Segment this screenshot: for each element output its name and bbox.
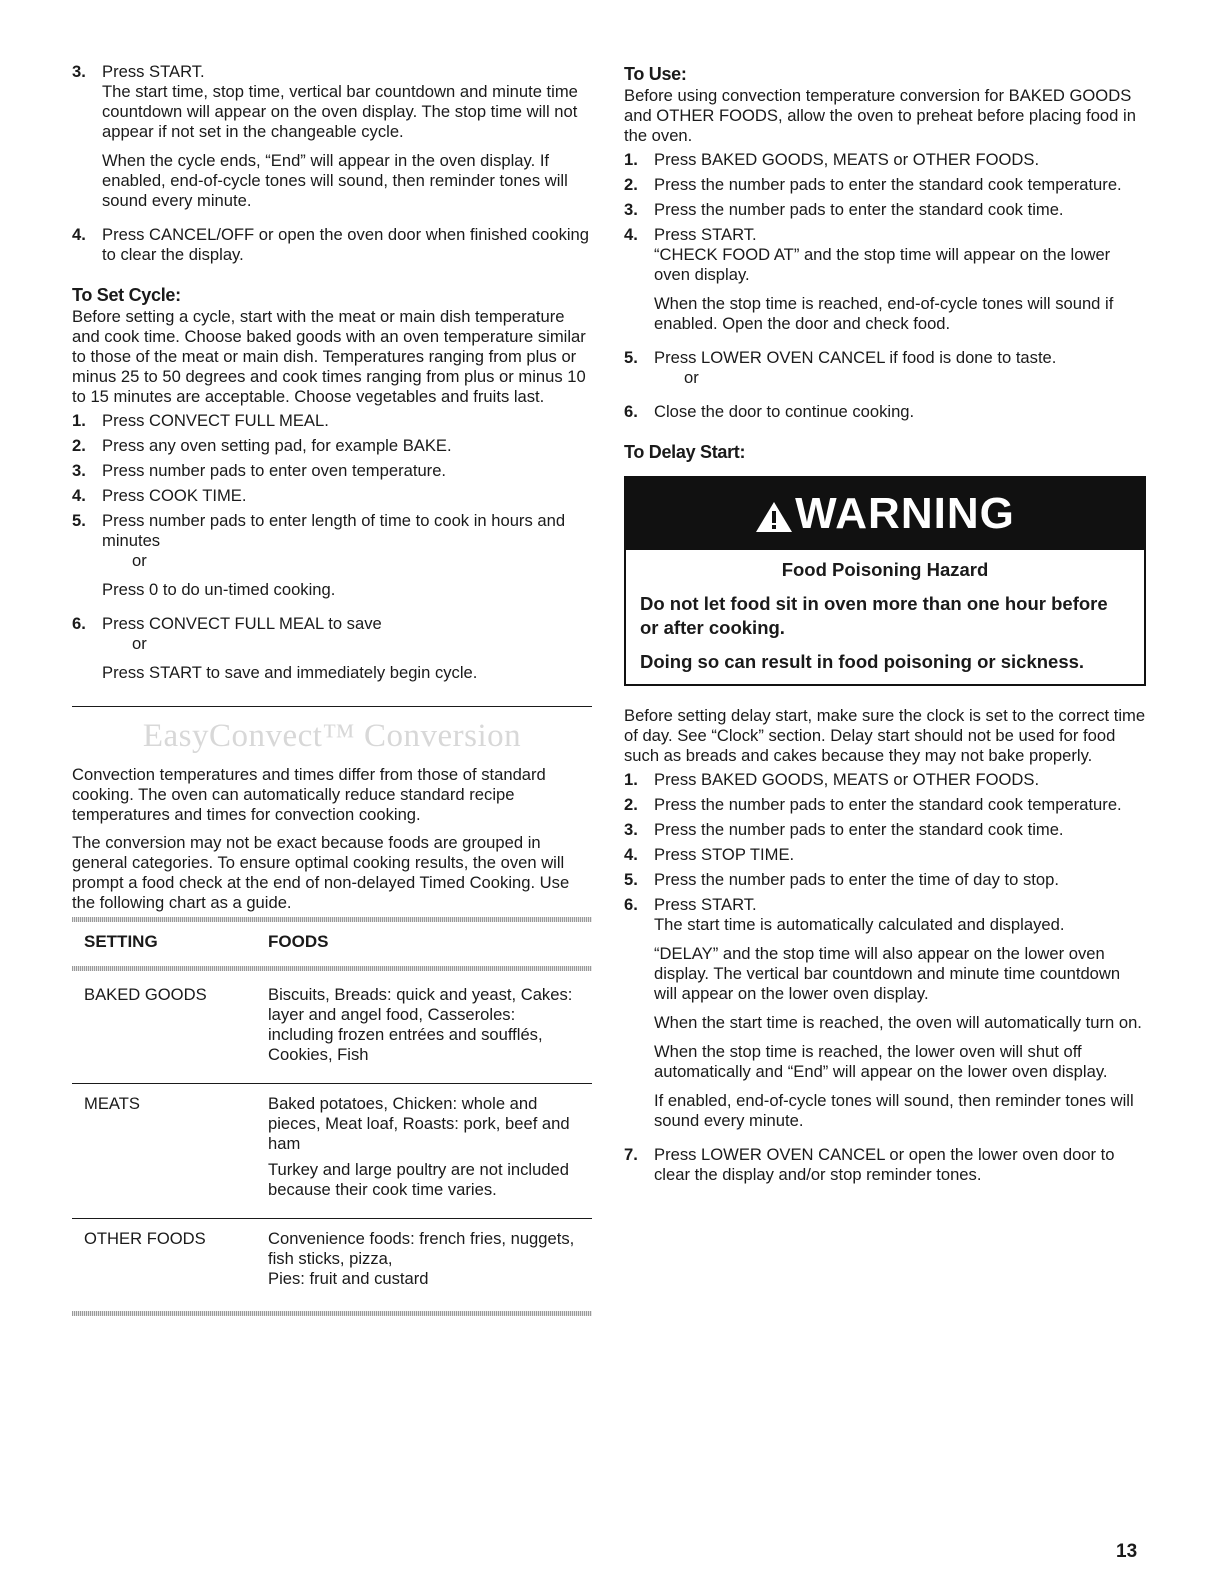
list-item [624, 870, 1146, 890]
warning-box [624, 476, 1146, 686]
step-number: 3. [72, 62, 86, 81]
foods-text: Baked potatoes, Chicken: whole and pieces, Meat loaf, Roasts: pork, beef and ham [268, 1094, 570, 1153]
step-text: Press BAKED GOODS, MEATS or OTHER FOODS. [654, 770, 1040, 789]
step-number: 7. [624, 1145, 638, 1164]
step-text: Press CANCEL/OFF or open the oven door when finished cooking to clear the display. [102, 225, 590, 264]
step-text: Press number pads to enter oven temperature. [102, 461, 447, 480]
list-item [624, 225, 1146, 343]
foods-note: Turkey and large poultry are not included because their cook time varies. [268, 1160, 570, 1199]
step-detail: The start time is automatically calculated and displayed. [654, 915, 1065, 934]
warning-subtitle: Food Poisoning Hazard [781, 559, 989, 580]
step-number: 2. [72, 436, 86, 455]
column-header: FOODS [268, 932, 329, 951]
or-text: or [132, 551, 147, 570]
conversion-table [72, 926, 592, 1307]
table-cell: MEATS [72, 1084, 256, 1219]
paragraph: The conversion may not be exact because foods are grouped in general categories. To ensure optimal cooking results, the oven will prompt a food check at the end of non-delayed Timed Cooking. Use the following chart as a guide. [72, 833, 570, 912]
warning-text: Do not let food sit in oven more than one hour before or after cooking. [640, 593, 1108, 638]
table-cell [256, 975, 592, 1084]
or-text: or [132, 634, 147, 653]
list-item [624, 348, 1146, 397]
list-item [624, 200, 1146, 220]
list-item [624, 770, 1146, 790]
step-text: Press LOWER OVEN CANCEL or open the lower oven door to clear the display and/or stop reminder tones. [654, 1145, 1115, 1184]
right-column [624, 62, 1146, 1190]
step-alt: Press 0 to do un-timed cooking. [102, 580, 336, 599]
step-number: 4. [624, 225, 638, 244]
step-text: Press the number pads to enter the time of day to stop. [654, 870, 1059, 889]
list-item [72, 486, 592, 506]
step-alt: Press START to save and immediately begin cycle. [102, 663, 478, 682]
paragraph: Before setting delay start, make sure the clock is set to the correct time of day. See “Clock” section. Delay start should not be used for food such as breads and cakes because they may not bake properly. [624, 706, 1146, 765]
step-number: 4. [624, 845, 638, 864]
warning-title: WARNING [795, 489, 1015, 538]
list-item [72, 511, 592, 609]
list-item [624, 402, 1146, 422]
warning-triangle-icon [755, 500, 793, 534]
step-text: Press the number pads to enter the standard cook time. [654, 820, 1064, 839]
step-text: Press COOK TIME. [102, 486, 247, 505]
step-text: Press CONVECT FULL MEAL. [102, 411, 329, 430]
step-number: 1. [624, 150, 638, 169]
step-text: Press the number pads to enter the standard cook temperature. [654, 795, 1122, 814]
warning-header [626, 478, 1144, 550]
list-item [624, 1145, 1146, 1185]
step-text: Press BAKED GOODS, MEATS or OTHER FOODS. [654, 150, 1040, 169]
step-number: 6. [624, 895, 638, 914]
step-text: Press the number pads to enter the standard cook time. [654, 200, 1064, 219]
step-number: 6. [624, 402, 638, 421]
or-text: or [684, 368, 699, 387]
step-number: 5. [72, 511, 86, 530]
step-text: Press START. [102, 62, 205, 81]
paragraph: Before setting a cycle, start with the meat or main dish temperature and cook time. Choose baked goods with an oven temperature similar to those of the meat or main dish. Temperatures ranging from plus or minus 25 to 50 degrees and cook times ranging from plus or minus 10 to 15 minutes are acceptable. Choose vegetables and fruits last. [72, 307, 586, 406]
table-cell [256, 1219, 592, 1308]
foods-text: Convenience foods: french fries, nuggets, fish sticks, pizza, [268, 1229, 575, 1268]
left-column [72, 62, 592, 1320]
step-number: 6. [72, 614, 86, 633]
table-rule [72, 1311, 592, 1316]
step-text: Press the number pads to enter the standard cook temperature. [654, 175, 1122, 194]
step-number: 3. [624, 200, 638, 219]
column-header: SETTING [84, 932, 158, 951]
step-text: Press number pads to enter length of time to cook in hours and minutes [102, 511, 566, 550]
list-item [72, 62, 592, 220]
step-detail: When the stop time is reached, end-of-cycle tones will sound if enabled. Open the door and check food. [654, 294, 1114, 333]
step-number: 5. [624, 348, 638, 367]
list-item [624, 150, 1146, 170]
table-cell: BAKED GOODS [72, 975, 256, 1084]
list-item [72, 411, 592, 431]
section-heading: To Delay Start: [624, 442, 746, 462]
list-item [624, 845, 1146, 865]
foods-text: Biscuits, Breads: quick and yeast, Cakes: layer and angel food, Casseroles: including frozen entrées and soufflés, Cookies, Fish [268, 985, 573, 1064]
step-text: Press START. [654, 895, 757, 914]
page-number: 13 [1116, 1541, 1138, 1562]
list-item [624, 795, 1146, 815]
paragraph: Before using convection temperature conversion for BAKED GOODS and OTHER FOODS, allow the oven to preheat before placing food in the oven. [624, 86, 1136, 145]
step-number: 2. [624, 795, 638, 814]
step-number: 4. [72, 225, 86, 244]
list-item [624, 895, 1146, 1140]
list-item [624, 175, 1146, 195]
step-text: Press CONVECT FULL MEAL to save [102, 614, 382, 633]
step-detail: The start time, stop time, vertical bar countdown and minute time countdown will appear on the oven display. The stop time will not appear if not set in the changeable cycle. [102, 82, 578, 141]
table-cell: OTHER FOODS [84, 1229, 206, 1248]
step-text: Press START. [654, 225, 757, 244]
step-detail: “DELAY” and the stop time will also appear on the lower oven display. The vertical bar countdown and minute time countdown will appear on the lower oven display. [654, 944, 1121, 1003]
table-rule [72, 966, 592, 971]
paragraph: Convection temperatures and times differ from those of standard cooking. The oven can automatically reduce standard recipe temperatures and times for convection cooking. [72, 765, 546, 824]
table-row [72, 1084, 592, 1219]
table-row [72, 1219, 592, 1308]
table-cell [256, 1084, 592, 1219]
step-number: 3. [72, 461, 86, 480]
step-text: Press LOWER OVEN CANCEL if food is done to taste. [654, 348, 1057, 367]
section-heading: To Set Cycle: [72, 285, 181, 305]
list-item [72, 461, 592, 481]
table-rule [72, 917, 592, 922]
step-detail: When the stop time is reached, the lower oven will shut off automatically and “End” will appear on the lower oven display. [654, 1042, 1108, 1081]
step-detail: When the cycle ends, “End” will appear in the oven display. If enabled, end-of-cycle tones will sound, then reminder tones will sound every minute. [102, 151, 568, 210]
step-number: 5. [624, 870, 638, 889]
list-item [72, 436, 592, 456]
list-item [72, 614, 592, 692]
step-detail: “CHECK FOOD AT” and the stop time will appear on the lower oven display. [654, 245, 1111, 284]
step-text: Close the door to continue cooking. [654, 402, 915, 421]
table-row [72, 975, 592, 1084]
warning-text: Doing so can result in food poisoning or sickness. [640, 651, 1085, 672]
foods-note: Pies: fruit and custard [268, 1269, 429, 1288]
step-number: 4. [72, 486, 86, 505]
step-detail: When the start time is reached, the oven will automatically turn on. [654, 1013, 1142, 1032]
section-divider [72, 706, 592, 707]
step-number: 2. [624, 175, 638, 194]
list-item [72, 225, 592, 265]
list-item [624, 820, 1146, 840]
step-text: Press any oven setting pad, for example BAKE. [102, 436, 452, 455]
step-text: Press STOP TIME. [654, 845, 795, 864]
step-detail: If enabled, end-of-cycle tones will sound, then reminder tones will sound every minute. [654, 1091, 1134, 1130]
step-number: 1. [624, 770, 638, 789]
step-number: 1. [72, 411, 86, 430]
section-title: EasyConvect™ Conversion [142, 718, 522, 754]
section-heading: To Use: [624, 64, 687, 84]
step-number: 3. [624, 820, 638, 839]
